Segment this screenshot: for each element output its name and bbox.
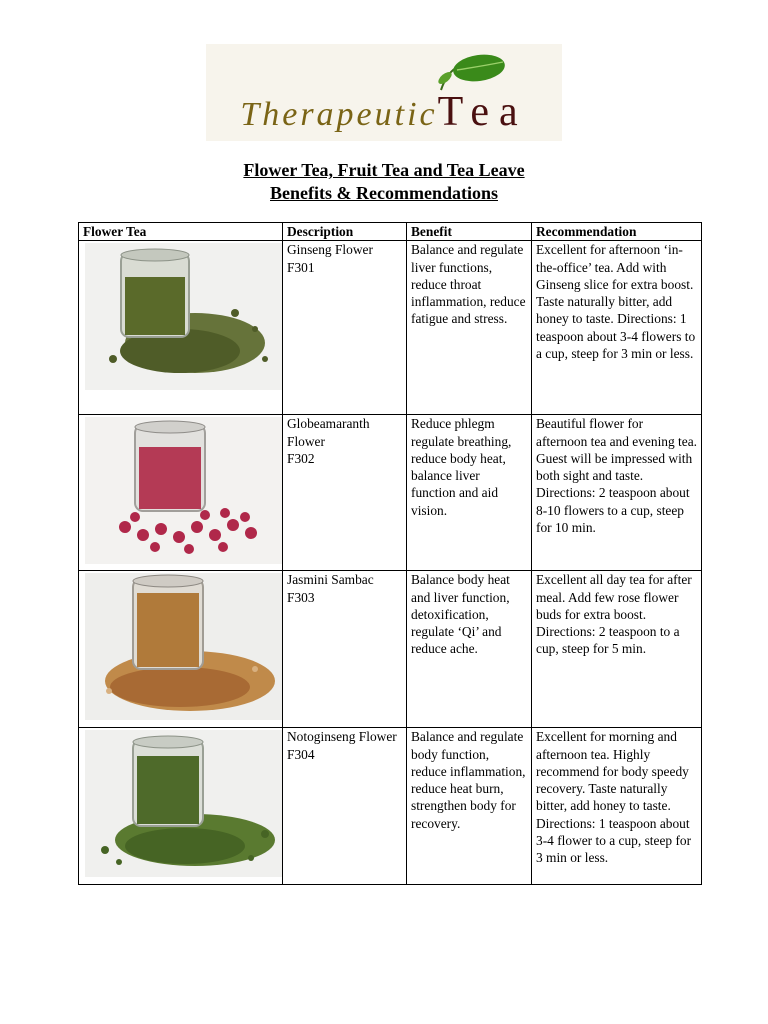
tea-name: Jasmini Sambac <box>287 572 374 588</box>
logo-word-therapeutic: Therapeutic <box>240 96 438 133</box>
tea-name: Notoginseng Flower <box>287 729 397 745</box>
photo-cell <box>79 241 283 415</box>
tea-code: F302 <box>287 450 315 466</box>
description-cell <box>283 571 407 728</box>
document-title-line2: Benefits & Recommendations <box>270 183 498 203</box>
recommendation-cell: Excellent all day tea for after meal. Add few rose flower buds for extra boost. Directions: 2 teaspoon to a cup, steep for 5 min. <box>532 571 702 728</box>
benefit-cell: Balance and regulate body function, reduce inflammation, reduce heat burn, strengthen body for recovery. <box>407 728 532 885</box>
header-description: Description <box>283 223 407 241</box>
description-cell <box>283 415 407 571</box>
tea-jar-globeamaranth-photo <box>85 417 283 564</box>
tea-code: F303 <box>287 589 315 605</box>
flower-tea-table <box>78 222 702 885</box>
description-cell <box>283 728 407 885</box>
tea-name: Globeamaranth Flower <box>287 416 370 449</box>
photo-cell <box>79 415 283 571</box>
table-row <box>79 571 702 728</box>
document-title-line1: Flower Tea, Fruit Tea and Tea Leave <box>243 160 525 180</box>
photo-cell <box>79 728 283 885</box>
description-cell <box>283 241 407 415</box>
header-benefit: Benefit <box>407 223 532 241</box>
recommendation-cell: Excellent for morning and afternoon tea. Highly recommend for body speedy recovery. Taste naturally bitter, add honey to taste. Directions: 1 teaspoon about 3-4 flower to a cup, steep for 3 min or less. <box>532 728 702 885</box>
table-row <box>79 415 702 571</box>
tea-code: F304 <box>287 746 315 762</box>
header-flower-tea: Flower Tea <box>79 223 283 241</box>
photo-cell <box>79 571 283 728</box>
benefit-cell: Balance body heat and liver function, detoxification, regulate ‘Qi’ and reduce ache. <box>407 571 532 728</box>
tea-jar-ginseng-photo <box>85 243 283 390</box>
header-recommendation: Recommendation <box>532 223 702 241</box>
recommendation-cell: Excellent for afternoon ‘in-the-office’ tea. Add with Ginseng slice for extra boost. Taste naturally bitter, add honey to taste. Directions: 1 teaspoon about 3-4 flowers to a cup, steep for 3 min or less. <box>532 241 702 415</box>
tea-name: Ginseng Flower <box>287 242 373 258</box>
benefit-cell: Balance and regulate liver functions, reduce throat inflammation, reduce fatigue and stress. <box>407 241 532 415</box>
tea-jar-notoginseng-photo <box>85 730 283 877</box>
table-row <box>79 241 702 415</box>
therapeutic-tea-logo <box>206 44 562 141</box>
table-header-row <box>79 223 702 241</box>
tea-code: F301 <box>287 259 315 275</box>
tea-jar-jasmine-photo <box>85 573 283 720</box>
recommendation-cell: Beautiful flower for afternoon tea and evening tea. Guest will be impressed with both sight and taste. Directions: 2 teaspoon about 8-10 flowers to a cup, steep for 10 min. <box>532 415 702 571</box>
logo-word-tea: Tea <box>437 89 528 135</box>
table-row <box>79 728 702 885</box>
benefit-cell: Reduce phlegm regulate breathing, reduce body heat, balance liver function and aid vision. <box>407 415 532 571</box>
